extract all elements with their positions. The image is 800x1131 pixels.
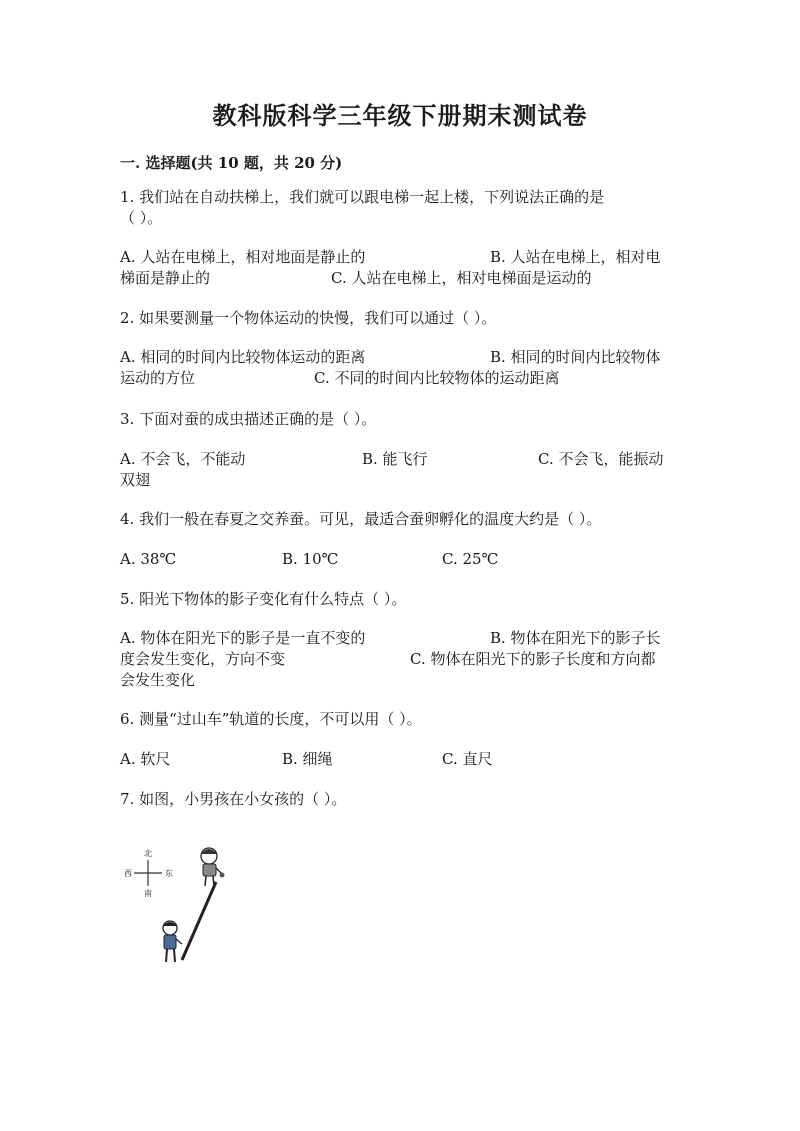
question-5-option-a: A. 物体在阳光下的影子是一直不变的 (120, 629, 366, 647)
compass-south-label: 南 (144, 889, 152, 898)
question-4-option-b: B. 10℃ (282, 550, 339, 568)
question-4-option-a: A. 38℃ (120, 550, 177, 568)
compass-north-label: 北 (144, 849, 152, 858)
question-5-option-b-part2: 度会发生变化，方向不变 (120, 650, 286, 668)
question-1-option-c: C. 人站在电梯上，相对电梯面是运动的 (331, 269, 592, 287)
question-6-option-b: B. 细绳 (282, 750, 333, 768)
question-3-options (120, 449, 680, 491)
question-1-option-a: A. 人站在电梯上，相对地面是静止的 (120, 248, 366, 266)
question-2-options (120, 347, 680, 389)
question-2-option-a: A. 相同的时间内比较物体运动的距离 (120, 348, 366, 366)
question-2-stem: 2. 如果要测量一个物体运动的快慢，我们可以通过（ ）。 (120, 309, 497, 327)
question-1-stem-line1: 1. 我们站在自动扶梯上，我们就可以跟电梯一起上楼，下列说法正确的是 (120, 188, 605, 206)
question-5-stem: 5. 阳光下物体的影子变化有什么特点（ ）。 (120, 590, 407, 608)
question-1-option-b-part2: 梯面是静止的 (120, 269, 211, 287)
question-1-options (120, 247, 680, 289)
question-1-stem (120, 187, 680, 229)
question-3-option-b: B. 能飞行 (362, 450, 428, 468)
question-1-stem-line2: （ ）。 (120, 209, 163, 227)
question-4-stem: 4. 我们一般在春夏之交养蚕。可见，最适合蚕卵孵化的温度大约是（ ）。 (120, 510, 602, 528)
connecting-line (182, 882, 216, 960)
question-3-option-a: A. 不会飞，不能动 (120, 450, 246, 468)
compass-east-label: 东 (165, 869, 173, 878)
question-4-option-c: C. 25℃ (442, 550, 499, 568)
question-5-option-c-part2: 会发生变化 (120, 671, 196, 689)
question-5-option-b-part1: B. 物体在阳光下的影子长 (490, 629, 661, 647)
question-6-stem: 6. 测量“过山车”轨道的长度，不可以用（ ）。 (120, 710, 422, 728)
question-3-option-c-part1: C. 不会飞，能振动 (538, 450, 664, 468)
question-1-option-b-part1: B. 人站在电梯上，相对电 (490, 248, 661, 266)
compass-rose (124, 848, 173, 898)
question-4-options (120, 549, 680, 570)
question-7-figure (118, 840, 238, 970)
girl-figure (201, 848, 225, 886)
question-6-option-c: C. 直尺 (442, 750, 493, 768)
figure-illustration (118, 840, 238, 970)
question-7-stem: 7. 如图，小男孩在小女孩的（ ）。 (120, 790, 347, 808)
question-3-option-c-part2: 双翅 (120, 471, 151, 489)
boy-figure (163, 921, 182, 962)
question-2-option-b-part1: B. 相同的时间内比较物体 (490, 348, 661, 366)
question-2-option-b-part2: 运动的方位 (120, 369, 196, 387)
question-5-option-c-part1: C. 物体在阳光下的影子长度和方向都 (410, 650, 656, 668)
compass-west-label: 西 (124, 869, 132, 878)
question-6-option-a: A. 软尺 (120, 750, 171, 768)
question-5-options (120, 628, 680, 691)
question-6-options (120, 749, 680, 770)
question-3-stem: 3. 下面对蚕的成虫描述正确的是（ ）。 (120, 410, 377, 428)
section-heading: 一. 选择题(共 10 题，共 20 分) (120, 154, 343, 172)
exam-title: 教科版科学三年级下册期末测试卷 (212, 101, 588, 130)
question-2-option-c: C. 不同的时间内比较物体的运动距离 (314, 369, 560, 387)
